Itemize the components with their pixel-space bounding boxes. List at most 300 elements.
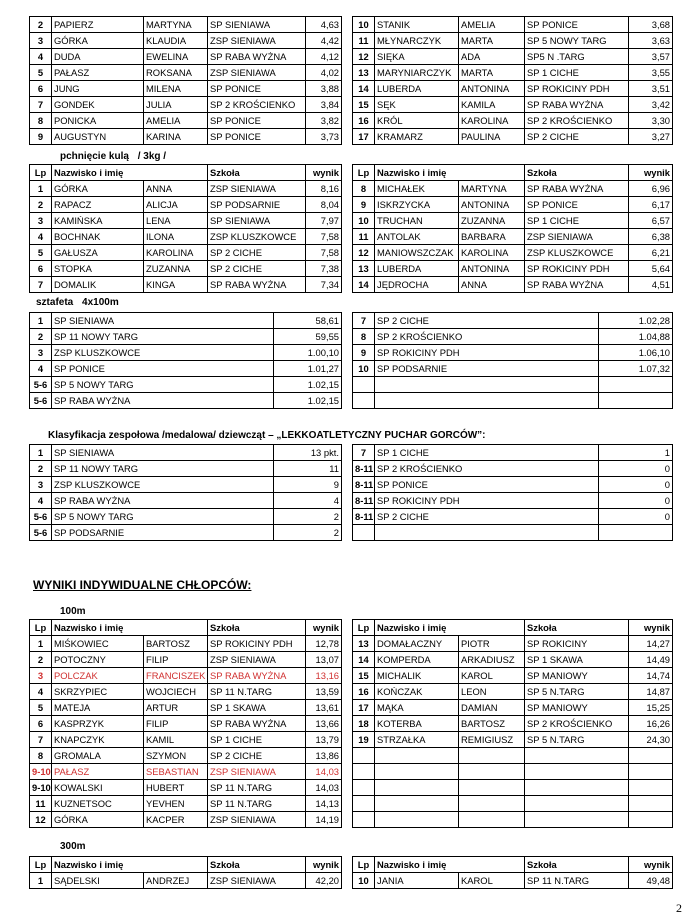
rank-cell: 15 <box>353 97 375 113</box>
table-row <box>353 493 673 509</box>
school-cell: SP ROKICINY PDH <box>525 261 629 277</box>
surname-cell <box>375 780 459 796</box>
result-cell: 14,49 <box>629 652 673 668</box>
firstname-cell: ARKADIUSZ <box>459 652 525 668</box>
school-cell: SP 2 KROŚCIENKO <box>208 97 306 113</box>
rank-cell: 3 <box>30 213 52 229</box>
school-cell: SP 1 CICHE <box>525 65 629 81</box>
result-cell: 4,42 <box>306 33 342 49</box>
header-cell: Szkoła <box>208 620 306 636</box>
surname-cell: ANTOLAK <box>375 229 459 245</box>
result-cell: 0 <box>599 509 673 525</box>
table-row <box>30 636 342 652</box>
firstname-cell: SEBASTIAN <box>144 764 208 780</box>
table-row <box>30 445 342 461</box>
result-cell: 42,20 <box>306 873 342 889</box>
firstname-cell: KAROLINA <box>459 113 525 129</box>
school-cell: SP PODSARNIE <box>375 361 599 377</box>
table-row <box>353 261 673 277</box>
result-cell <box>629 796 673 812</box>
school-cell: SP PONICE <box>52 361 274 377</box>
table-row <box>353 461 673 477</box>
rank-cell: 7 <box>30 97 52 113</box>
result-cell: 7,58 <box>306 245 342 261</box>
result-cell: 59,55 <box>274 329 342 345</box>
school-cell: SP 1 CICHE <box>375 445 599 461</box>
table-row <box>353 181 673 197</box>
result-cell: 3,84 <box>306 97 342 113</box>
school-cell <box>375 393 599 409</box>
firstname-cell: PAULINA <box>459 129 525 145</box>
rank-cell: 8-11 <box>353 477 375 493</box>
surname-cell: KUZNETSOC <box>52 796 144 812</box>
table-row <box>353 796 673 812</box>
firstname-cell: ZUZANNA <box>459 213 525 229</box>
firstname-cell: KAMILA <box>459 97 525 113</box>
school-cell: SP 2 CICHE <box>208 245 306 261</box>
firstname-cell: DAMIAN <box>459 700 525 716</box>
school-cell: SP 1 SKAWA <box>208 700 306 716</box>
firstname-cell: ROKSANA <box>144 65 208 81</box>
result-cell: 9 <box>274 477 342 493</box>
rank-cell: 6 <box>30 261 52 277</box>
result-cell <box>629 780 673 796</box>
firstname-cell: JULIA <box>144 97 208 113</box>
school-cell: SP PONICE <box>208 81 306 97</box>
firstname-cell: HUBERT <box>144 780 208 796</box>
table-row <box>30 329 342 345</box>
result-cell: 1.07,32 <box>599 361 673 377</box>
surname-cell: STANIK <box>375 17 459 33</box>
rank-cell <box>353 377 375 393</box>
table-row <box>30 17 342 33</box>
result-cell: 14,13 <box>306 796 342 812</box>
result-cell: 14,03 <box>306 764 342 780</box>
school-cell: SP 5 N.TARG <box>525 684 629 700</box>
surname-cell: MANIOWSZCZAK <box>375 245 459 261</box>
surname-cell: TRUCHAN <box>375 213 459 229</box>
school-cell: SP 5 NOWY TARG <box>52 509 274 525</box>
relay-table-left <box>29 312 342 409</box>
table-row <box>30 780 342 796</box>
school-cell: SP 1 CICHE <box>525 213 629 229</box>
header-cell: wynik <box>629 620 673 636</box>
surname-cell: ISKRZYCKA <box>375 197 459 213</box>
table-row <box>353 716 673 732</box>
boys-results-title: WYNIKI INDYWIDUALNE CHŁOPCÓW: <box>33 578 252 592</box>
table-row <box>30 477 342 493</box>
rank-cell: 11 <box>353 33 375 49</box>
school-cell <box>525 748 629 764</box>
header-cell: Nazwisko i imię <box>375 620 525 636</box>
rank-cell <box>353 525 375 541</box>
school-cell: SP 11 N.TARG <box>208 684 306 700</box>
result-cell: 1.06,10 <box>599 345 673 361</box>
surname-cell: SĄDELSKI <box>52 873 144 889</box>
rank-cell: 5-6 <box>30 393 52 409</box>
firstname-cell: KAROL <box>459 873 525 889</box>
surname-cell: SĘK <box>375 97 459 113</box>
rank-cell: 6 <box>30 81 52 97</box>
school-cell: SP 2 CICHE <box>208 748 306 764</box>
result-cell: 1.04,88 <box>599 329 673 345</box>
firstname-cell <box>459 748 525 764</box>
m100-table-right <box>352 619 673 828</box>
school-cell: SP MANIOWY <box>525 700 629 716</box>
school-cell: SP RABA WYŻNA <box>525 97 629 113</box>
shot-put-table-right <box>352 164 673 293</box>
school-cell: SP 2 KROŚCIENKO <box>375 329 599 345</box>
firstname-cell: BARTOSZ <box>459 716 525 732</box>
rank-cell: 8 <box>353 181 375 197</box>
firstname-cell: MILENA <box>144 81 208 97</box>
result-cell: 3,57 <box>629 49 673 65</box>
firstname-cell: WOJCIECH <box>144 684 208 700</box>
table-row <box>353 477 673 493</box>
school-cell: SP PONICE <box>375 477 599 493</box>
rank-cell: 1 <box>30 445 52 461</box>
school-cell: ZSP SIENIAWA <box>208 873 306 889</box>
rank-cell: 15 <box>353 668 375 684</box>
result-cell: 1 <box>599 445 673 461</box>
school-cell: SP 2 KROŚCIENKO <box>375 461 599 477</box>
m100-table-left <box>29 619 342 828</box>
shot-put-weight: / 3kg / <box>137 151 167 162</box>
result-cell: 6,17 <box>629 197 673 213</box>
rank-cell: 8 <box>353 329 375 345</box>
surname-cell: RAPACZ <box>52 197 144 213</box>
firstname-cell: ARTUR <box>144 700 208 716</box>
table-row <box>30 33 342 49</box>
rank-cell <box>353 393 375 409</box>
school-cell: SP RABA WYŻNA <box>208 49 306 65</box>
school-cell <box>375 525 599 541</box>
firstname-cell: YEVHEN <box>144 796 208 812</box>
result-cell: 7,34 <box>306 277 342 293</box>
table-row <box>30 796 342 812</box>
surname-cell <box>375 796 459 812</box>
header-cell: Szkoła <box>525 857 629 873</box>
rank-cell: 5-6 <box>30 509 52 525</box>
table-row <box>30 113 342 129</box>
school-cell: SP 5 N.TARG <box>525 732 629 748</box>
rank-cell: 9 <box>353 197 375 213</box>
school-cell: ZSP SIENIAWA <box>208 764 306 780</box>
school-cell: SP 11 N.TARG <box>525 873 629 889</box>
result-cell <box>629 748 673 764</box>
shot-put-title: pchnięcie kulą <box>60 151 129 162</box>
firstname-cell: AMELIA <box>144 113 208 129</box>
result-cell: 3,42 <box>629 97 673 113</box>
rank-cell: 5 <box>30 245 52 261</box>
result-cell: 6,21 <box>629 245 673 261</box>
surname-cell: AUGUSTYN <box>52 129 144 145</box>
table-row <box>353 65 673 81</box>
rank-cell: 13 <box>353 636 375 652</box>
school-cell: SP 11 N.TARG <box>208 796 306 812</box>
m100-caption: 100m <box>60 606 86 617</box>
result-cell: 8,16 <box>306 181 342 197</box>
surname-cell: KNAPCZYK <box>52 732 144 748</box>
school-cell: SP PONICE <box>208 113 306 129</box>
table-row <box>30 361 342 377</box>
school-cell <box>525 812 629 828</box>
rank-cell: 17 <box>353 129 375 145</box>
firstname-cell <box>459 812 525 828</box>
result-cell: 2 <box>274 525 342 541</box>
firstname-cell: KAROL <box>459 668 525 684</box>
surname-cell: GROMALA <box>52 748 144 764</box>
rank-cell: 14 <box>353 277 375 293</box>
result-cell: 13,79 <box>306 732 342 748</box>
surname-cell: JĘDROCHA <box>375 277 459 293</box>
result-cell: 15,25 <box>629 700 673 716</box>
rank-cell: 1 <box>30 181 52 197</box>
table-row <box>30 716 342 732</box>
result-cell <box>599 393 673 409</box>
surname-cell: DOMALIK <box>52 277 144 293</box>
result-cell: 3,68 <box>629 17 673 33</box>
result-cell: 13,61 <box>306 700 342 716</box>
surname-cell: PAŁASZ <box>52 65 144 81</box>
school-cell: ZSP SIENIAWA <box>208 812 306 828</box>
result-cell: 24,30 <box>629 732 673 748</box>
surname-cell <box>375 748 459 764</box>
rank-cell: 7 <box>30 277 52 293</box>
team-table-right <box>352 444 673 541</box>
school-cell: ZSP SIENIAWA <box>208 65 306 81</box>
result-cell: 11 <box>274 461 342 477</box>
school-cell: SP RABA WYŻNA <box>208 277 306 293</box>
rank-cell: 7 <box>353 445 375 461</box>
rank-cell: 10 <box>353 17 375 33</box>
header-cell: wynik <box>306 857 342 873</box>
rank-cell: 9 <box>30 129 52 145</box>
result-cell: 13 pkt. <box>274 445 342 461</box>
shot-put-table-left <box>29 164 342 293</box>
rank-cell: 10 <box>353 873 375 889</box>
rank-cell: 3 <box>30 477 52 493</box>
surname-cell: SKRZYPIEC <box>52 684 144 700</box>
school-cell: SP RABA WYŻNA <box>52 393 274 409</box>
firstname-cell: MARTYNA <box>144 17 208 33</box>
school-cell: ZSP KLUSZKOWCE <box>208 229 306 245</box>
firstname-cell: FRANCISZEK <box>144 668 208 684</box>
table-row <box>353 764 673 780</box>
team-classification-caption: Klasyfikacja zespołowa /medalowa/ dziewcząt – „LEKKOATLETYCZNY PUCHAR GORCÓW”: <box>48 430 486 441</box>
surname-cell: STOPKA <box>52 261 144 277</box>
firstname-cell: KACPER <box>144 812 208 828</box>
surname-cell: SIĘKA <box>375 49 459 65</box>
rank-cell: 7 <box>30 732 52 748</box>
table-row <box>353 277 673 293</box>
surname-cell <box>375 812 459 828</box>
result-cell: 14,03 <box>306 780 342 796</box>
rank-cell: 16 <box>353 113 375 129</box>
surname-cell: KOMPERDA <box>375 652 459 668</box>
table-row <box>353 525 673 541</box>
m300-table-left <box>29 856 342 889</box>
result-cell: 13,86 <box>306 748 342 764</box>
firstname-cell: KARINA <box>144 129 208 145</box>
result-cell: 1.02,28 <box>599 313 673 329</box>
school-cell: SP PONICE <box>525 17 629 33</box>
rank-cell: 8 <box>30 748 52 764</box>
rank-cell: 4 <box>30 684 52 700</box>
firstname-cell: SZYMON <box>144 748 208 764</box>
table-row <box>30 81 342 97</box>
firstname-cell: ANTONINA <box>459 261 525 277</box>
result-cell: 1.02,15 <box>274 393 342 409</box>
header-cell: Lp <box>353 620 375 636</box>
table-row <box>30 493 342 509</box>
table-row <box>30 812 342 828</box>
school-cell: SP PONICE <box>208 129 306 145</box>
header-cell: wynik <box>306 165 342 181</box>
table-row <box>30 345 342 361</box>
table-header-row <box>353 857 673 873</box>
table-row <box>30 509 342 525</box>
header-cell: Lp <box>30 165 52 181</box>
relay-table-right <box>352 312 673 409</box>
result-cell <box>629 764 673 780</box>
school-cell: SP 5 NOWY TARG <box>52 377 274 393</box>
rank-cell: 1 <box>30 313 52 329</box>
result-cell: 12,78 <box>306 636 342 652</box>
rank-cell: 8-11 <box>353 461 375 477</box>
table-header-row <box>30 857 342 873</box>
result-cell: 6,96 <box>629 181 673 197</box>
rank-cell: 17 <box>353 700 375 716</box>
rank-cell: 8-11 <box>353 493 375 509</box>
school-cell: SP RABA WYŻNA <box>208 668 306 684</box>
school-cell: ZSP KLUSZKOWCE <box>525 245 629 261</box>
header-cell: Lp <box>30 857 52 873</box>
table-row <box>30 461 342 477</box>
table-row <box>353 97 673 113</box>
result-cell: 49,48 <box>629 873 673 889</box>
table-row <box>30 684 342 700</box>
result-cell: 3,55 <box>629 65 673 81</box>
rank-cell: 2 <box>30 329 52 345</box>
table-row <box>353 780 673 796</box>
rank-cell <box>353 748 375 764</box>
table-row <box>30 129 342 145</box>
rank-cell: 10 <box>353 361 375 377</box>
surname-cell: MICHALIK <box>375 668 459 684</box>
school-cell: SP5 N .TARG <box>525 49 629 65</box>
firstname-cell: ILONA <box>144 229 208 245</box>
surname-cell: POLCZAK <box>52 668 144 684</box>
firstname-cell: MARTA <box>459 65 525 81</box>
team-table-left <box>29 444 342 541</box>
result-cell: 8,04 <box>306 197 342 213</box>
rank-cell: 7 <box>353 313 375 329</box>
table-row <box>353 636 673 652</box>
result-cell: 5,64 <box>629 261 673 277</box>
rank-cell: 3 <box>30 668 52 684</box>
top-results-table-right <box>352 16 673 145</box>
table-row <box>353 393 673 409</box>
result-cell: 1.01,27 <box>274 361 342 377</box>
result-cell: 13,59 <box>306 684 342 700</box>
result-cell <box>629 812 673 828</box>
table-row <box>353 229 673 245</box>
surname-cell: MĄKA <box>375 700 459 716</box>
table-row <box>30 700 342 716</box>
header-cell: Nazwisko i imię <box>375 857 525 873</box>
rank-cell: 2 <box>30 461 52 477</box>
rank-cell: 2 <box>30 17 52 33</box>
rank-cell: 5-6 <box>30 377 52 393</box>
table-row <box>353 213 673 229</box>
header-cell: Szkoła <box>525 620 629 636</box>
firstname-cell: ZUZANNA <box>144 261 208 277</box>
rank-cell: 4 <box>30 493 52 509</box>
rank-cell: 14 <box>353 81 375 97</box>
result-cell: 0 <box>599 477 673 493</box>
rank-cell: 8-11 <box>353 509 375 525</box>
table-row <box>30 525 342 541</box>
surname-cell: GÓRKA <box>52 812 144 828</box>
result-cell: 3,51 <box>629 81 673 97</box>
result-cell: 13,07 <box>306 652 342 668</box>
rank-cell <box>353 764 375 780</box>
header-cell: Nazwisko i imię <box>52 165 208 181</box>
rank-cell: 5-6 <box>30 525 52 541</box>
top-results-table-left <box>29 16 342 145</box>
table-row <box>353 700 673 716</box>
school-cell: ZSP SIENIAWA <box>525 229 629 245</box>
result-cell: 7,58 <box>306 229 342 245</box>
rank-cell: 4 <box>30 361 52 377</box>
table-row <box>30 277 342 293</box>
table-header-row <box>30 620 342 636</box>
firstname-cell <box>459 796 525 812</box>
header-cell: Nazwisko i imię <box>52 620 208 636</box>
school-cell: ZSP SIENIAWA <box>208 33 306 49</box>
table-row <box>353 33 673 49</box>
surname-cell: LUBERDA <box>375 261 459 277</box>
school-cell: SP SIENIAWA <box>52 313 274 329</box>
table-row <box>30 97 342 113</box>
firstname-cell: EWELINA <box>144 49 208 65</box>
table-row <box>353 684 673 700</box>
result-cell: 14,87 <box>629 684 673 700</box>
result-cell: 4,63 <box>306 17 342 33</box>
school-cell <box>525 796 629 812</box>
result-cell: 6,38 <box>629 229 673 245</box>
surname-cell: LUBERDA <box>375 81 459 97</box>
relay-distance: 4x100m <box>82 297 119 308</box>
surname-cell: GÓRKA <box>52 33 144 49</box>
firstname-cell: ANTONINA <box>459 197 525 213</box>
firstname-cell: KINGA <box>144 277 208 293</box>
m300-table-right <box>352 856 673 889</box>
rank-cell: 9 <box>353 345 375 361</box>
table-row <box>30 245 342 261</box>
firstname-cell: KLAUDIA <box>144 33 208 49</box>
table-row <box>30 393 342 409</box>
table-row <box>30 732 342 748</box>
surname-cell: MŁYNARCZYK <box>375 33 459 49</box>
table-row <box>30 764 342 780</box>
school-cell: SP SIENIAWA <box>208 17 306 33</box>
table-row <box>353 113 673 129</box>
table-row <box>30 668 342 684</box>
firstname-cell: LENA <box>144 213 208 229</box>
surname-cell: KOWALSKI <box>52 780 144 796</box>
